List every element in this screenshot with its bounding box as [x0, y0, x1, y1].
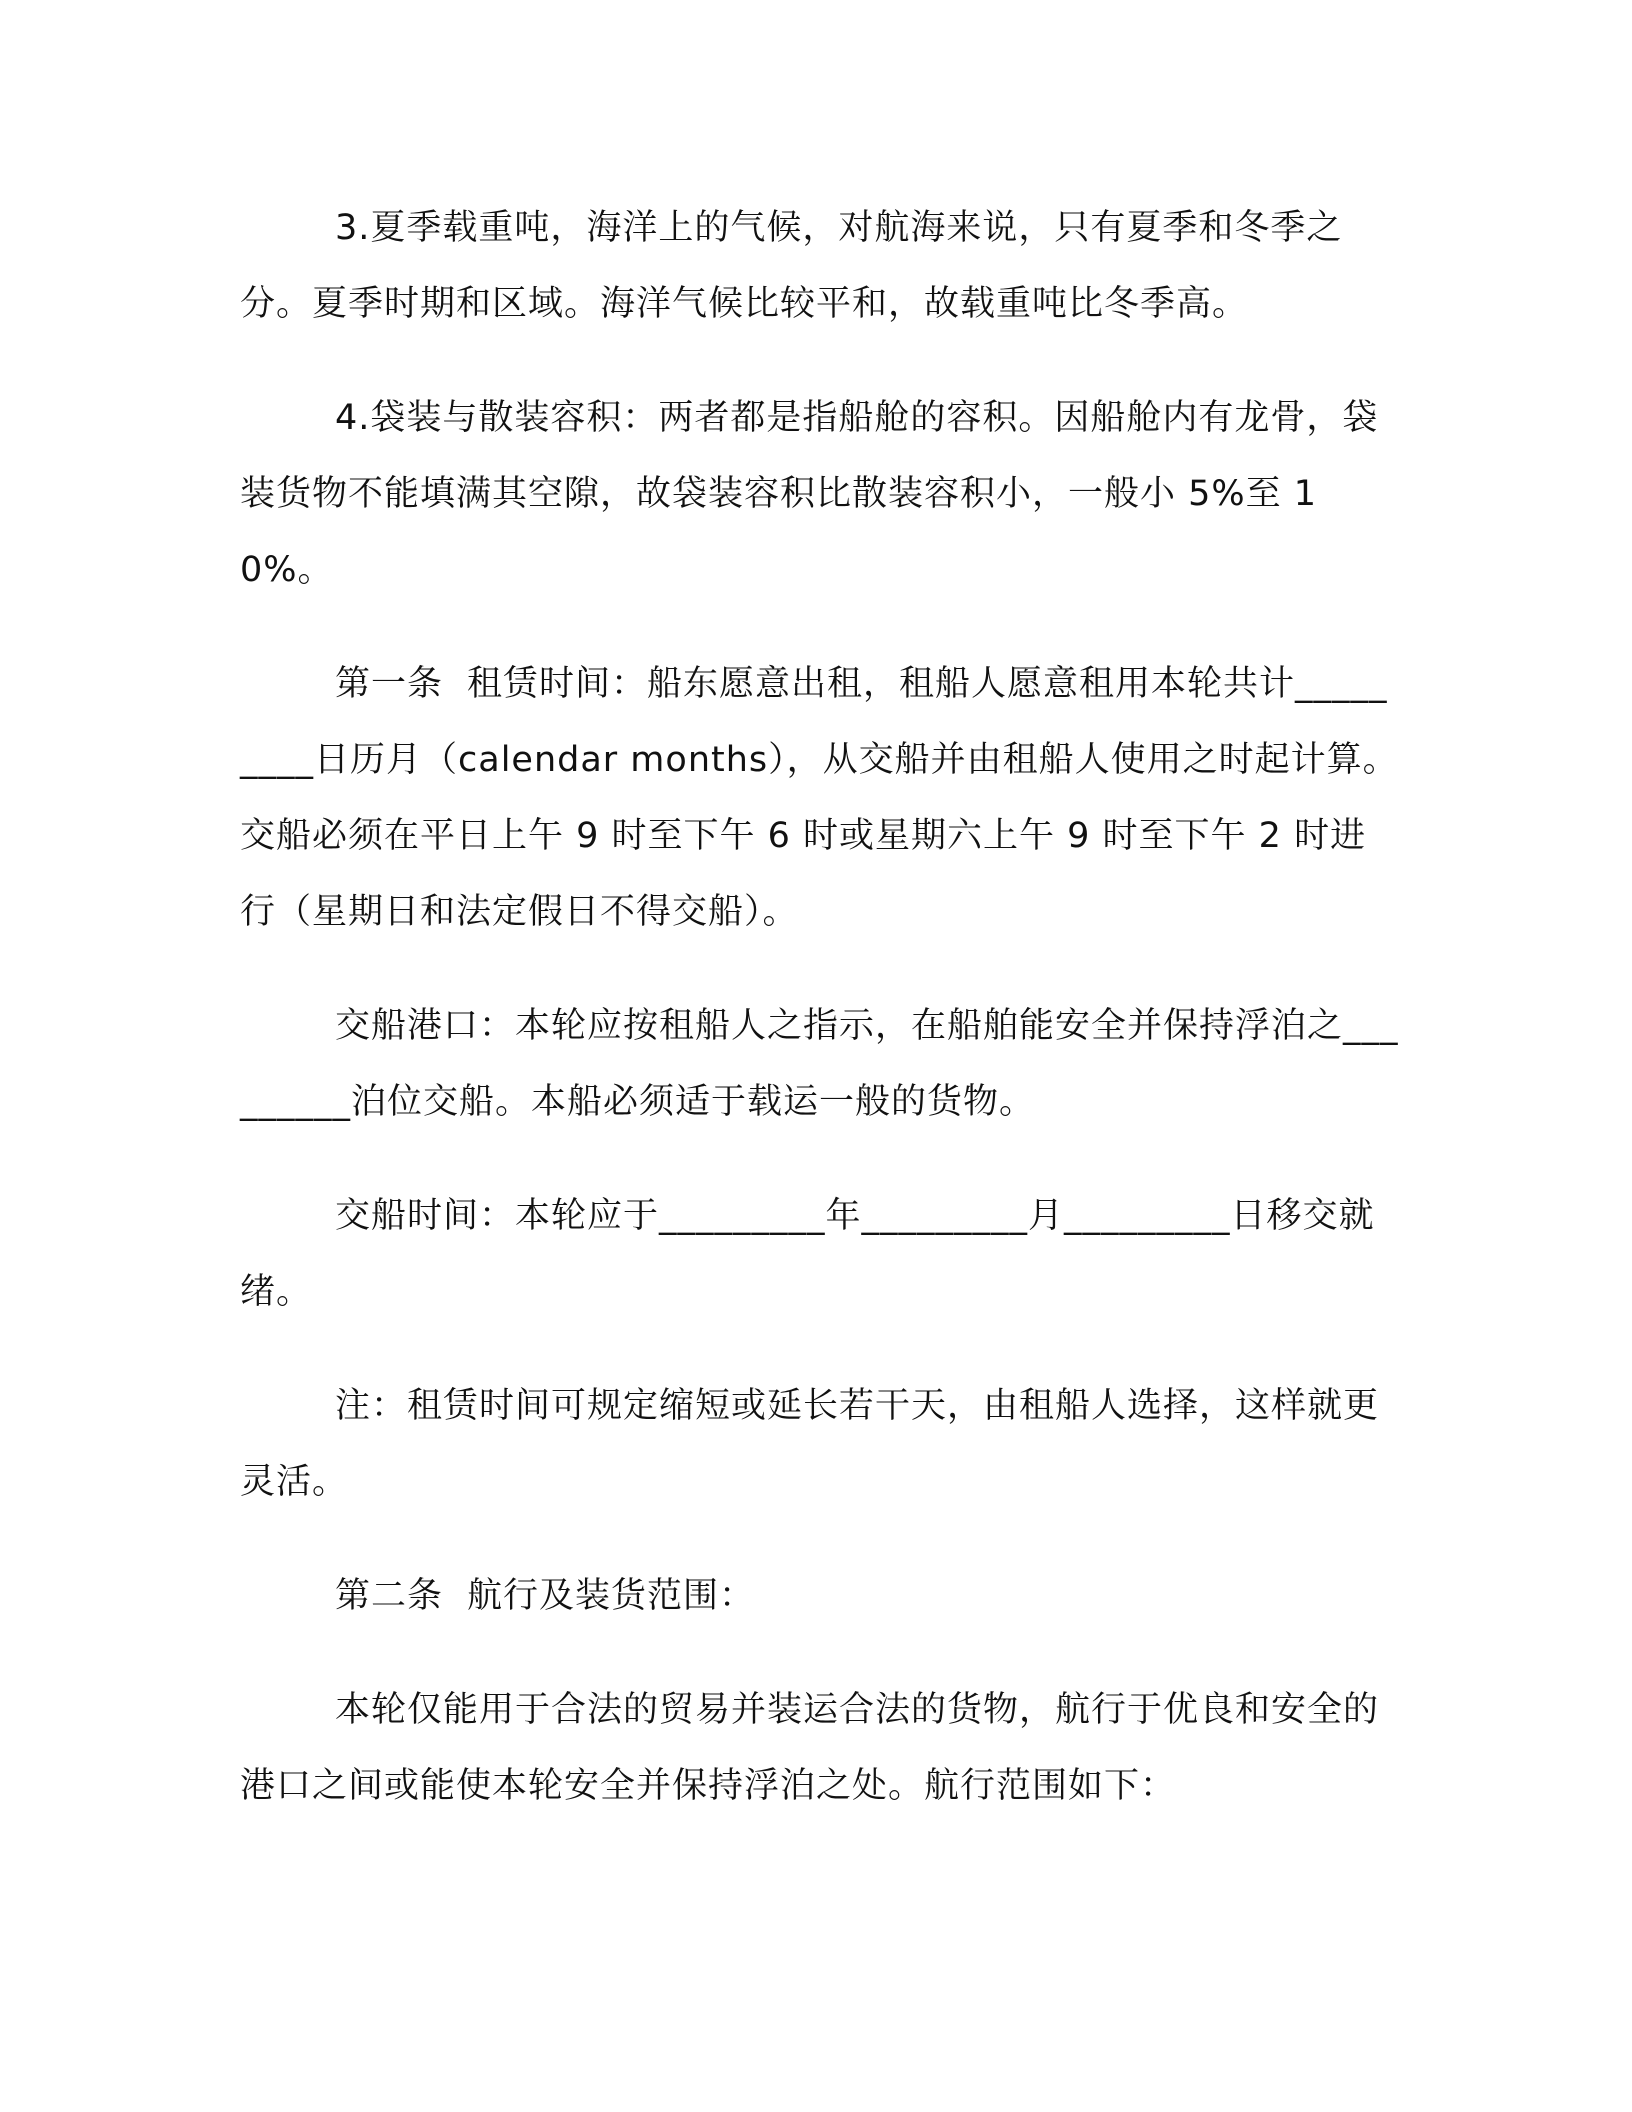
- paragraph-text: 3.夏季载重吨，海洋上的气候，对航海来说，只有夏季和冬季之分。夏季时期和区域。海洋气候比较平和，故载重吨比冬季高。: [240, 208, 1343, 324]
- paragraph-delivery-time: [240, 1178, 1400, 1330]
- paragraph-article-two: [240, 1558, 1400, 1634]
- paragraph-delivery-port: [240, 988, 1400, 1140]
- paragraph-text: 4.袋装与散装容积：两者都是指船舱的容积。因船舱内有龙骨，袋装货物不能填满其空隙，故袋装容积比散装容积小，一般小 5%至 10%。: [240, 398, 1379, 590]
- paragraph-text: 交船港口：本轮应按租船人之指示，在船舶能安全并保持浮泊之_________泊位交船。本船必须适于载运一般的货物。: [240, 1006, 1399, 1122]
- paragraph-text: 交船时间：本轮应于_________年_________月_________日移交就绪。: [240, 1196, 1375, 1312]
- paragraph-text: 本轮仅能用于合法的贸易并装运合法的货物，航行于优良和安全的港口之间或能使本轮安全并保持浮泊之处。航行范围如下：: [240, 1690, 1380, 1806]
- paragraph-summer-deadweight: [240, 190, 1400, 342]
- article-heading: 第二条: [335, 1576, 444, 1616]
- paragraph-text: 注：租赁时间可规定缩短或延长若干天，由租船人选择，这样就更灵活。: [240, 1386, 1380, 1502]
- paragraph-trading-scope: [240, 1672, 1400, 1824]
- paragraph-text: 航行及装货范围：: [467, 1576, 756, 1616]
- paragraph-text: 租赁时间：船东愿意出租，租船人愿意租用本轮共计_________日历月（calendar months），从交船并由租船人使用之时起计算。交船必须在平日上午 9 时至下午 6 时或星期六上午 9 时至下午 2 时进行（星期日和法定假日不得交船）。: [240, 664, 1399, 932]
- article-heading: 第一条: [335, 664, 444, 704]
- paragraph-article-one: [240, 646, 1400, 950]
- paragraph-note: [240, 1368, 1400, 1520]
- document-page: [240, 190, 1400, 1862]
- paragraph-bale-grain-capacity: [240, 380, 1400, 608]
